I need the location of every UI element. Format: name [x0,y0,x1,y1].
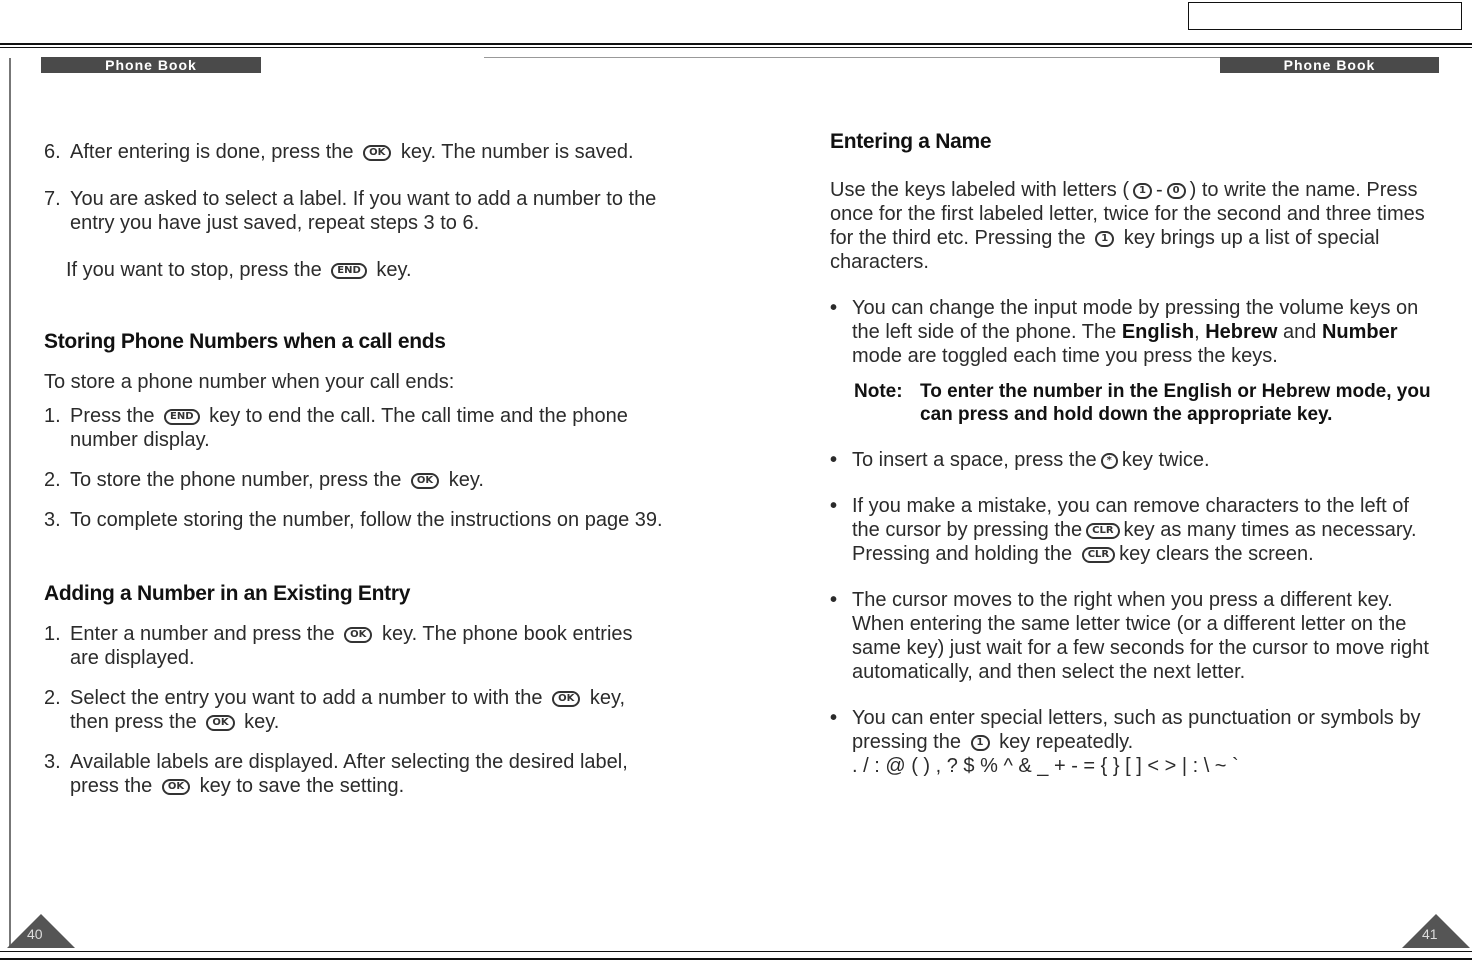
step-text: To complete storing the number, follow the instructions on page 39. [70,509,663,531]
bottom-rule [0,958,1472,960]
step-text: After entering is done, press the [70,141,354,163]
bottom-rule-thin [0,951,1472,952]
mode-hebrew: Hebrew [1205,321,1278,343]
section-title-entering-name: Entering a Name [830,130,992,153]
bullet-text: and [1283,321,1317,343]
bullet-text: The cursor moves to the right when you press a different key. When entering the same letter twice (or a different letter on the same key) just wait for a few seconds for the cursor to move right automatically, and then select the next letter. [852,589,1429,683]
bullet-text: mode are toggled each time you press the keys. [852,345,1278,367]
top-rule [0,43,1472,45]
s2-step-1 [44,622,664,670]
bullet-text: , [1194,321,1200,343]
left-margin-line [9,58,11,948]
step-text: Select the entry you want to add a number to with the [70,687,543,709]
page-number-text: 41 [1422,926,1438,942]
bullet-dot: • [830,449,838,471]
header-gutter-line [484,57,1224,58]
mode-number: Number [1321,321,1398,343]
step-text: key to end the call. The call time and the phone number display. [70,405,628,451]
note-block [854,380,1440,426]
step-text: key to save the setting. [199,775,405,797]
bullet-space [830,448,1440,472]
end-key-icon: END [331,263,367,279]
page-number-text: 40 [27,926,43,942]
step-text: key, then press the [70,687,626,733]
step-number: 3. [44,751,61,773]
end-key-icon: END [164,409,200,425]
ok-key-icon: OK [162,779,190,795]
key-1-icon: 1 [971,735,990,751]
stop-text: key. [376,259,412,281]
step-text: Press the [70,405,155,427]
stop-text: If you want to stop, press the [66,259,322,281]
right-header-tag: Phone Book [1220,57,1439,73]
section-title-adding: Adding a Number in an Existing Entry [44,582,411,605]
ok-key-icon: OK [206,715,234,731]
step-number: 1. [44,405,61,427]
intro-text: - [1156,179,1163,201]
step-text: key. [448,469,484,491]
ok-key-icon: OK [363,145,391,161]
bullet-dot: • [830,707,838,729]
ok-key-icon: OK [411,473,439,489]
intro-text: ) to write the name. Press once for the first labeled letter, twice for the second and three times for the third etc. Pressing the [830,179,1425,249]
left-page [44,110,664,798]
bullet-text: If you make a mistake, you can remove characters to the left of the cursor by pressing the [852,495,1409,541]
key-1-icon: 1 [1133,183,1152,199]
stop-instruction [44,258,664,282]
note-text: To enter the number in the English or Hebrew mode, you can press and hold down the appropriate key. [920,381,1431,425]
page-number-41 [1402,914,1470,948]
s1-step-1 [44,404,664,452]
step-text: To store the phone number, press the [70,469,402,491]
mode-english: English [1121,321,1195,343]
step-number: 2. [44,687,61,709]
step-text: You are asked to select a label. If you want to add a number to the entry you have just saved, repeat steps 3 to 6. [70,188,657,234]
step-text: Available labels are displayed. After selecting the desired label, press the [70,751,628,797]
clr-key-icon: CLR [1086,523,1119,539]
bullet-dot: • [830,495,838,517]
ok-key-icon: OK [552,691,580,707]
step-text: key. [244,711,280,733]
step-number: 7. [44,188,61,210]
s1-step-3 [44,508,664,532]
star-key-icon: * [1101,453,1118,469]
step-number: 3. [44,509,61,531]
bullet-text: To insert a space, press the [852,449,1097,471]
entering-intro [830,178,1440,274]
page-number-40 [7,914,75,948]
s2-step-3 [44,750,664,798]
step-text: Enter a number and press the [70,623,335,645]
bullet-text: key repeatedly. [999,731,1134,753]
bullet-cursor [830,588,1440,684]
intro-text: key brings up a list of special characters. [830,227,1380,273]
section-intro: To store a phone number when your call ends: [44,371,455,393]
right-page [830,130,1440,778]
step-7 [44,187,664,235]
s1-step-2 [44,468,664,492]
key-1-icon: 1 [1095,231,1114,247]
step-number: 6. [44,141,61,163]
bullet-text: key clears the screen. [1119,543,1314,565]
key-0-icon: 0 [1167,183,1186,199]
clr-key-icon: CLR [1082,547,1115,563]
special-symbols: . / : @ ( ) , ? $ % ^ & _ + - = { } [ ] < > | : \ ~ ` [852,755,1239,777]
step-text: key. The number is saved. [400,141,634,163]
step-number: 1. [44,623,61,645]
top-right-box [1188,2,1462,30]
step-text: key. The phone book entries are displayed. [70,623,633,669]
bullet-text: You can enter special letters, such as punctuation or symbols by pressing the [852,707,1421,753]
bullet-mistake [830,494,1440,566]
step-number: 2. [44,469,61,491]
top-rule-thin [0,47,1472,48]
ok-key-icon: OK [344,627,372,643]
bullet-special [830,706,1440,778]
section-title-storing: Storing Phone Numbers when a call ends [44,330,446,353]
bullet-text: You can change the input mode by pressing the volume keys on the left side of the phone. The [852,297,1419,343]
step-6 [44,140,664,164]
bullet-dot: • [830,589,838,611]
intro-text: Use the keys labeled with letters ( [830,179,1130,201]
bullet-text: key as many times as necessary. Pressing and holding the [852,519,1417,565]
note-label: Note: [854,381,903,402]
s2-step-2 [44,686,664,734]
bullet-dot: • [830,297,838,319]
bullet-input-mode [830,296,1440,368]
left-header-tag: Phone Book [41,57,261,73]
bullet-text: key twice. [1121,449,1210,471]
